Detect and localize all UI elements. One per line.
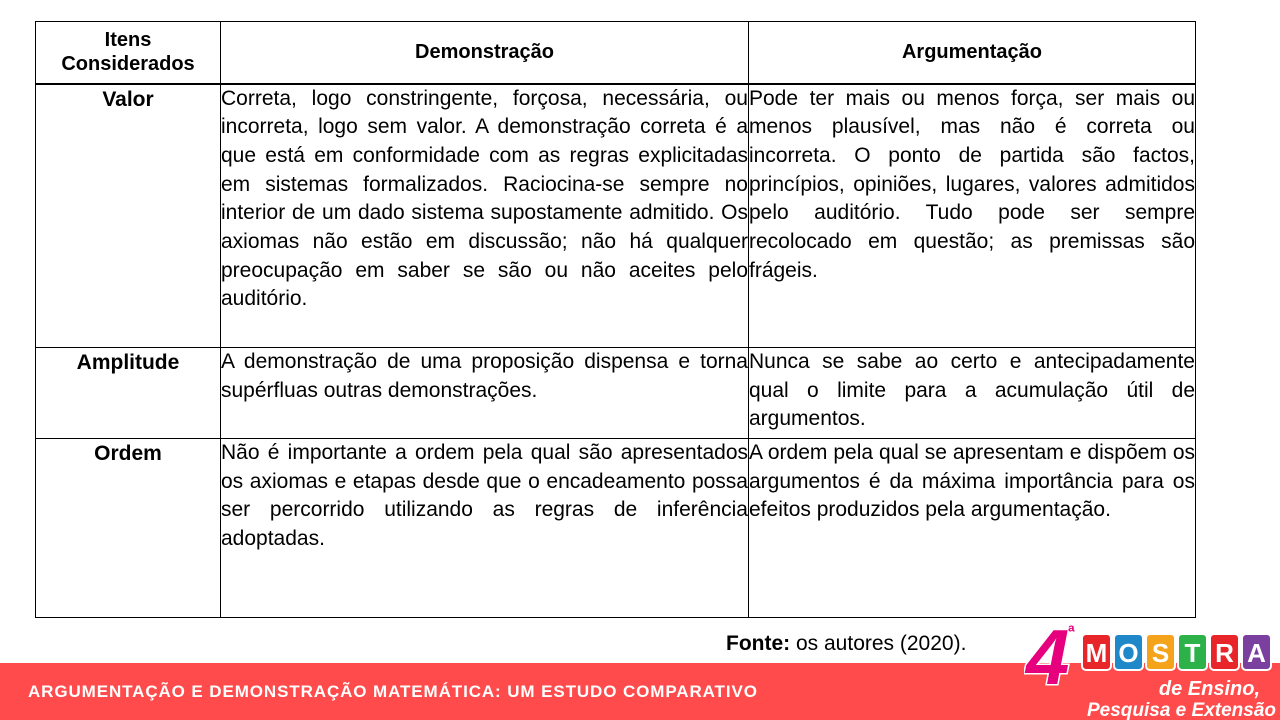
table-row [36, 84, 1196, 348]
header-argumentacao: Argumentação [749, 22, 1196, 84]
logo-line2: Pesquisa e Extensão [1086, 700, 1276, 720]
source-label: Fonte: [726, 632, 791, 655]
footer-title: ARGUMENTAÇÃO E DEMONSTRAÇÃO MATEMÁTICA: UM ESTUDO COMPARATIVO [28, 682, 758, 701]
table-header-row [36, 22, 1196, 84]
cell-demonstracao: A demonstração de uma proposição dispensa e torna supérfluas outras demonstrações. [221, 348, 749, 439]
cell-argumentacao: Pode ter mais ou menos força, ser mais ou menos plausível, mas não é correta ou incorreta. O ponto de partida são factos, princípios, opiniões, lugares, valores admitidos pelo auditório. Tudo pode ser sempre recolocado em questão; as premissas são frágeis. [749, 84, 1196, 348]
logo-letter: M [1085, 638, 1108, 668]
row-item-ordem: Ordem [36, 439, 221, 618]
logo-number: 4 [1026, 616, 1070, 701]
cell-argumentacao: Nunca se sabe ao certo e antecipadamente qual o limite para a acumulação útil de argumentos. [749, 348, 1196, 439]
logo-letters [1082, 634, 1271, 670]
table-row [36, 439, 1196, 618]
logo-letter: O [1118, 638, 1139, 668]
logo-letter: A [1247, 638, 1266, 668]
header-itens: Itens Considerados [36, 22, 221, 84]
logo-letter: S [1151, 638, 1170, 668]
table-row [36, 348, 1196, 439]
row-item-valor: Valor [36, 84, 221, 348]
logo-line1: de Ensino, [1158, 678, 1260, 700]
source-text: os autores (2020). [790, 632, 967, 655]
mostra-logo [1024, 616, 1280, 720]
comparison-table [35, 21, 1196, 618]
logo-ordinal: ª [1068, 622, 1075, 642]
cell-argumentacao: A ordem pela qual se apresentam e dispõem os argumentos é da máxima importância para os efeitos produzidos pela argumentação. [749, 439, 1196, 618]
logo-letter: T [1184, 638, 1201, 668]
header-demonstracao: Demonstração [221, 22, 749, 84]
cell-demonstracao: Não é importante a ordem pela qual são apresentados os axiomas e etapas desde que o encadeamento possa ser percorrido utilizando as regras de inferência adoptadas. [221, 439, 749, 618]
cell-demonstracao: Correta, logo constringente, forçosa, necessária, ou incorreta, logo sem valor. A demonstração correta é a que está em conformidade com as regras explicitadas em sistemas formalizados. Raciocina-se sempre no interior de um dado sistema supostamente admitido. Os axiomas não estão em discussão; não há qualquer preocupação em saber se são ou não aceites pelo auditório. [221, 84, 749, 348]
row-item-amplitude: Amplitude [36, 348, 221, 439]
logo-letter: R [1215, 638, 1234, 668]
source-caption [726, 630, 966, 658]
